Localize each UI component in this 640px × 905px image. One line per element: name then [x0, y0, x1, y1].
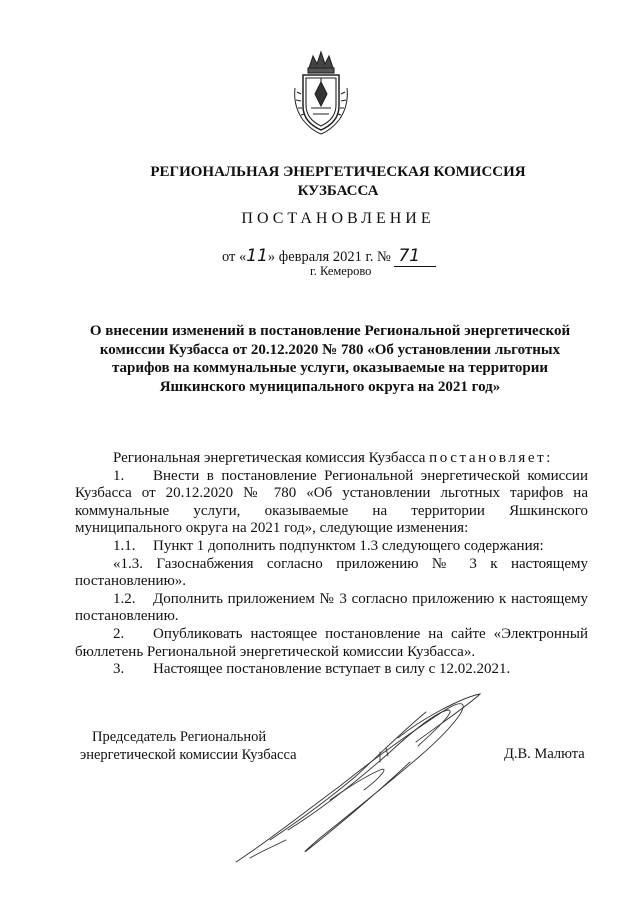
kuzbass-coat-of-arms-emblem — [291, 48, 351, 136]
organization-name-line1: РЕГИОНАЛЬНАЯ ЭНЕРГЕТИЧЕСКАЯ КОМИССИЯ — [150, 164, 526, 180]
item-1-1-text: Пункт 1 дополнить подпунктом 1.3 следующего содержания: — [153, 537, 544, 554]
item-2-text: Опубликовать настоящее постановление на сайте «Электронный бюллетень Региональной энергетической комиссии Кузбасса». — [75, 625, 588, 660]
item-1-paragraph — [75, 468, 588, 538]
preamble-text: Региональная энергетическая комиссия Кузбасса — [113, 450, 430, 466]
item-1-1-paragraph — [75, 538, 588, 556]
quote-paragraph: «1.3. Газоснабжения согласно приложению № 3 к настоящему постановлению». — [75, 555, 588, 590]
item-1-2-paragraph — [75, 591, 588, 626]
preamble-decree-word: постановляет: — [429, 450, 554, 466]
item-1-2-text: Дополнить приложением № 3 согласно приложению к настоящему постановлению. — [75, 590, 588, 625]
signatory-name: Д.В. Малюта — [504, 746, 585, 762]
document-type-heading: ПОСТАНОВЛЕНИЕ — [241, 210, 435, 227]
item-2-number: 2. — [113, 625, 125, 642]
dateline-number-field — [394, 246, 436, 267]
preamble-paragraph — [75, 450, 588, 468]
item-1-text: Внести в постановление Региональной энергетической комиссии Кузбасса от 20.12.2020 № 780 «Об установлении льготных тарифов на коммунальные услуги, оказываемые на территории Яшкинского муниципального округа на 2021 год», следующие изменения: — [75, 467, 588, 537]
document-subject-title: О внесении изменений в постановление Региональной энергетической комиссии Кузбасса от 20.12.2020 № 780 «Об установлении льготных тарифов на коммунальные услуги, оказываемые на территории Яшкинского муниципального округа на 2021 год» — [89, 323, 571, 395]
item-1-1-number: 1.1. — [113, 537, 136, 554]
item-1-2-number: 1.2. — [113, 590, 136, 607]
item-3-text: Настоящее постановление вступает в силу с 12.02.2021. — [153, 661, 511, 678]
document-city: г. Кемерово — [310, 264, 372, 278]
item-3-paragraph — [75, 661, 588, 679]
item-2-paragraph — [75, 626, 588, 661]
dateline-number-handwritten: 71 — [398, 246, 421, 266]
item-1-number: 1. — [113, 467, 125, 484]
dateline-prefix: от « — [222, 249, 247, 265]
signatory-title-line1: Председатель Региональной — [92, 729, 267, 745]
dateline-day-handwritten: 11 — [246, 246, 268, 266]
signatory-title-line2: энергетической комиссии Кузбасса — [80, 747, 297, 763]
organization-name-line2: КУЗБАССА — [297, 183, 379, 199]
document-body — [75, 450, 588, 679]
item-3-number: 3. — [113, 661, 125, 678]
handwritten-signature — [230, 690, 490, 870]
dateline-middle: » февраля 2021 г. № — [267, 249, 391, 265]
